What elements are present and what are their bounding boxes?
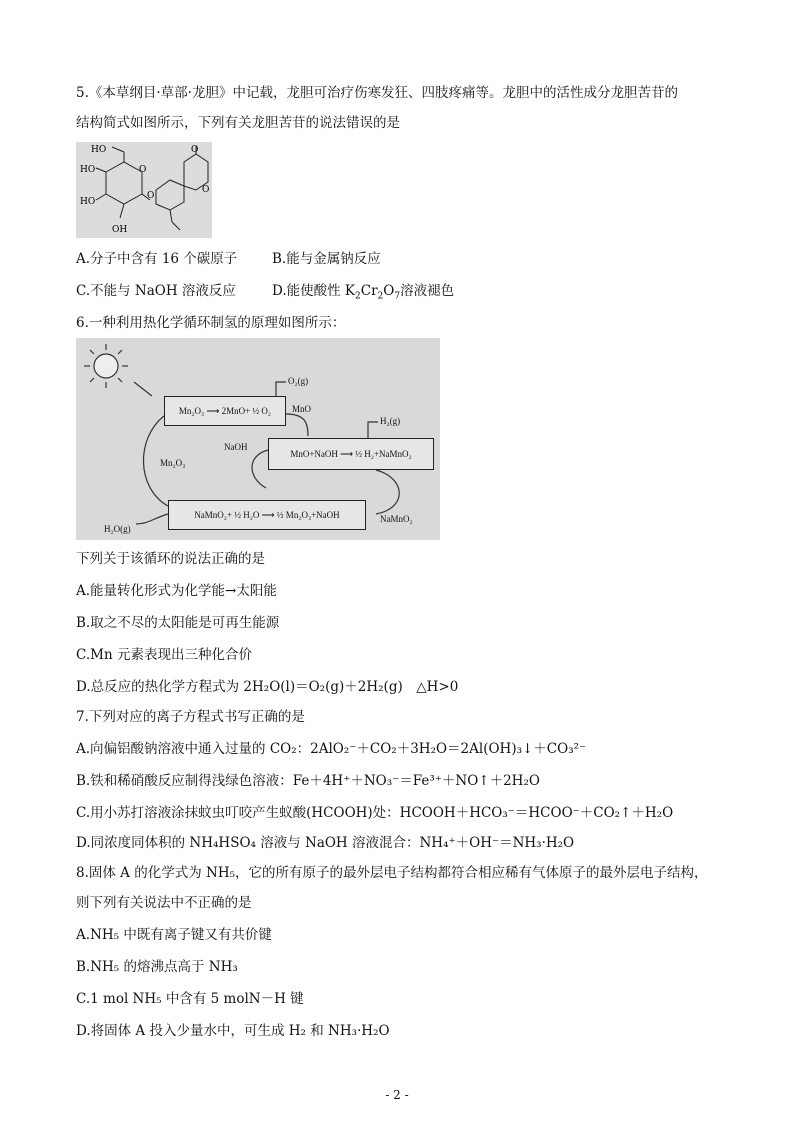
mol-label-o4: O — [202, 185, 210, 195]
q5-option-c: C.不能与 NaOH 溶液反应 — [76, 283, 236, 299]
q7-option-c: C.用小苏打溶液涂抹蚊虫叮咬产生蚁酸(HCOOH)处：HCOOH＋HCO₃⁻＝HCOO⁻＋CO₂↑＋H₂O — [76, 805, 674, 821]
q6-question: 下列关于该循环的说法正确的是 — [76, 551, 265, 567]
q8-stem-line2: 则下列有关说法中不正确的是 — [76, 895, 252, 911]
mol-label-ho3: HO — [80, 197, 96, 207]
mol-label-oh: OH — [112, 225, 128, 235]
label-naoh: NaOH — [224, 442, 248, 452]
q6-option-b: B.取之不尽的太阳能是可再生能源 — [76, 615, 280, 631]
q6-stem: 6.一种利用热化学循环制氢的原理如图所示： — [76, 315, 346, 331]
reaction-box-1: Mn₂O₃ ⟶ 2MnO+ ½ O₂ — [164, 396, 286, 426]
reaction-box-2: MnO+NaOH ⟶ ½ H₂+NaMnO₂ — [268, 438, 434, 470]
q8-stem-line1: 8.固体 A 的化学式为 NH₅，它的所有原子的最外层电子结构都符合相应稀有气体原子的最外层电子结构， — [76, 865, 708, 881]
label-mn2o3: Mn₂O₃ — [160, 458, 186, 468]
gentiopicroside-structure — [76, 142, 212, 238]
q6-option-a: A.能量转化形式为化学能→太阳能 — [76, 583, 277, 599]
q5-d-mid: Cr — [360, 283, 378, 299]
q6-option-d: D.总反应的热化学方程式为 2H₂O(l)＝O₂(g)＋2H₂(g) △H>0 — [76, 679, 459, 695]
q5-d-post: 溶液褪色 — [400, 283, 455, 299]
q7-stem: 7.下列对应的离子方程式书写正确的是 — [76, 709, 305, 725]
mol-label-ho1: HO — [91, 145, 107, 155]
label-h2o-gas: H₂O(g) — [104, 524, 131, 534]
q5-d-sub1: 2 — [355, 291, 361, 302]
q8-option-c: C.1 mol NH₅ 中含有 5 molN－H 键 — [76, 991, 304, 1007]
label-mno: MnO — [292, 404, 312, 414]
mol-label-o2: O — [147, 191, 155, 201]
mol-label-o1: O — [139, 165, 147, 175]
q5-stem-line1: 5.《本草纲目·草部·龙胆》中记载，龙胆可治疗伤寒发狂、四肢疼痛等。龙胆中的活性成分龙胆苦苷的 — [76, 85, 678, 101]
thermochemical-cycle-diagram — [76, 338, 440, 540]
q8-option-d: D.将固体 A 投入少量水中，可生成 H₂ 和 NH₃·H₂O — [76, 1023, 390, 1039]
q6-option-c: C.Mn 元素表现出三种化合价 — [76, 647, 252, 663]
q5-option-a: A.分子中含有 16 个碳原子 — [76, 251, 238, 267]
q7-option-a: A.向偏铝酸钠溶液中通入过量的 CO₂：2AlO₂⁻＋CO₂＋3H₂O＝2Al(OH)₃↓＋CO₃²⁻ — [76, 741, 587, 757]
label-h2-gas: H₂(g) — [380, 416, 401, 426]
reaction-box-3: NaMnO₂+ ½ H₂O ⟶ ½ Mn₂O₃+NaOH — [168, 500, 366, 530]
q5-stem-line2: 结构简式如图所示，下列有关龙胆苦苷的说法错误的是 — [76, 115, 400, 131]
q5-option-d — [272, 282, 454, 300]
q7-option-b: B.铁和稀硝酸反应制得浅绿色溶液：Fe＋4H⁺＋NO₃⁻＝Fe³⁺＋NO↑＋2H₂O — [76, 773, 540, 789]
q7-option-d: D.同浓度同体积的 NH₄HSO₄ 溶液与 NaOH 溶液混合：NH₄⁺＋OH⁻＝NH₃·H₂O — [76, 835, 575, 851]
q5-d-pre: D.能使酸性 K — [272, 283, 356, 299]
q5-d-mid2: O — [383, 283, 395, 299]
q5-d-sub2: 2 — [377, 291, 384, 302]
mol-label-ho2: HO — [80, 165, 96, 175]
q5-option-b: B.能与金属钠反应 — [272, 251, 381, 267]
molecule-drawing — [76, 142, 212, 238]
q8-option-a: A.NH₅ 中既有离子键又有共价键 — [76, 927, 272, 943]
label-namno2: NaMnO₂ — [380, 514, 413, 524]
mol-label-o3: O — [191, 145, 199, 155]
q8-option-b: B.NH₅ 的熔沸点高于 NH₃ — [76, 959, 238, 975]
q5-d-sub3: 7 — [394, 291, 401, 302]
page-number: - 2 - — [385, 1088, 409, 1102]
label-o2-gas: O₂(g) — [288, 376, 309, 386]
